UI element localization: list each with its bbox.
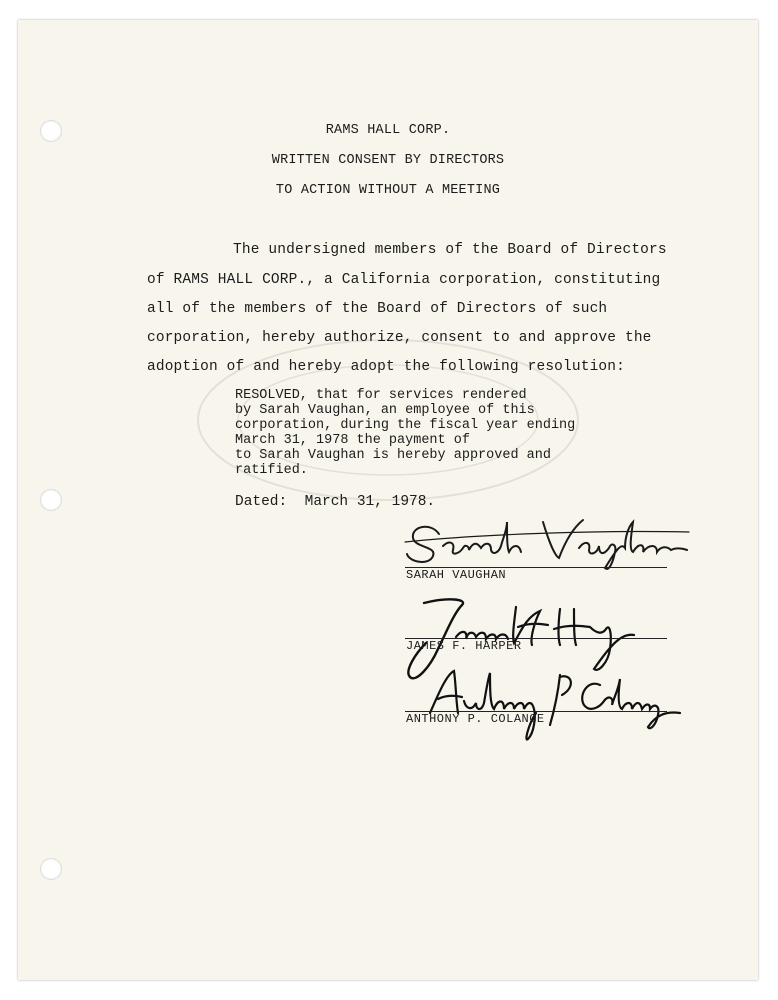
- document-page: [18, 20, 758, 980]
- body-paragraph-line: The undersigned members of the Board of Directors: [233, 242, 667, 258]
- resolution-line: by Sarah Vaughan, an employee of this: [235, 403, 535, 418]
- signatory-name: JAMES F. HARPER: [406, 639, 522, 653]
- document-title: RAMS HALL CORP.: [325, 123, 451, 138]
- resolution-line: RESOLVED, that for services rendered: [235, 388, 527, 403]
- body-paragraph-line: all of the members of the Board of Directors of such: [147, 301, 608, 317]
- resolution-line: ratified.: [235, 463, 308, 478]
- signature-sarah-vaughan: [403, 512, 693, 574]
- signatory-name: SARAH VAUGHAN: [406, 568, 507, 582]
- document-subtitle: TO ACTION WITHOUT A MEETING: [275, 183, 501, 198]
- body-paragraph-line: of RAMS HALL CORP., a California corporation, constituting: [147, 272, 661, 288]
- dated-line: Dated: March 31, 1978.: [235, 494, 436, 510]
- punch-hole-bottom: [40, 858, 62, 880]
- resolution-line: March 31, 1978 the payment of: [235, 433, 470, 448]
- body-paragraph-line: corporation, hereby authorize, consent to and approve the: [147, 330, 652, 346]
- punch-hole-middle: [40, 489, 62, 511]
- body-paragraph-line: adoption of and hereby adopt the following resolution:: [147, 359, 625, 375]
- resolution-line: to Sarah Vaughan is hereby approved and: [235, 448, 551, 463]
- document-subtitle: WRITTEN CONSENT BY DIRECTORS: [271, 153, 505, 168]
- signatory-name: ANTHONY P. COLANGE: [406, 712, 545, 726]
- resolution-line: corporation, during the fiscal year ending: [235, 418, 576, 433]
- signature-anthony-colange: [424, 665, 684, 745]
